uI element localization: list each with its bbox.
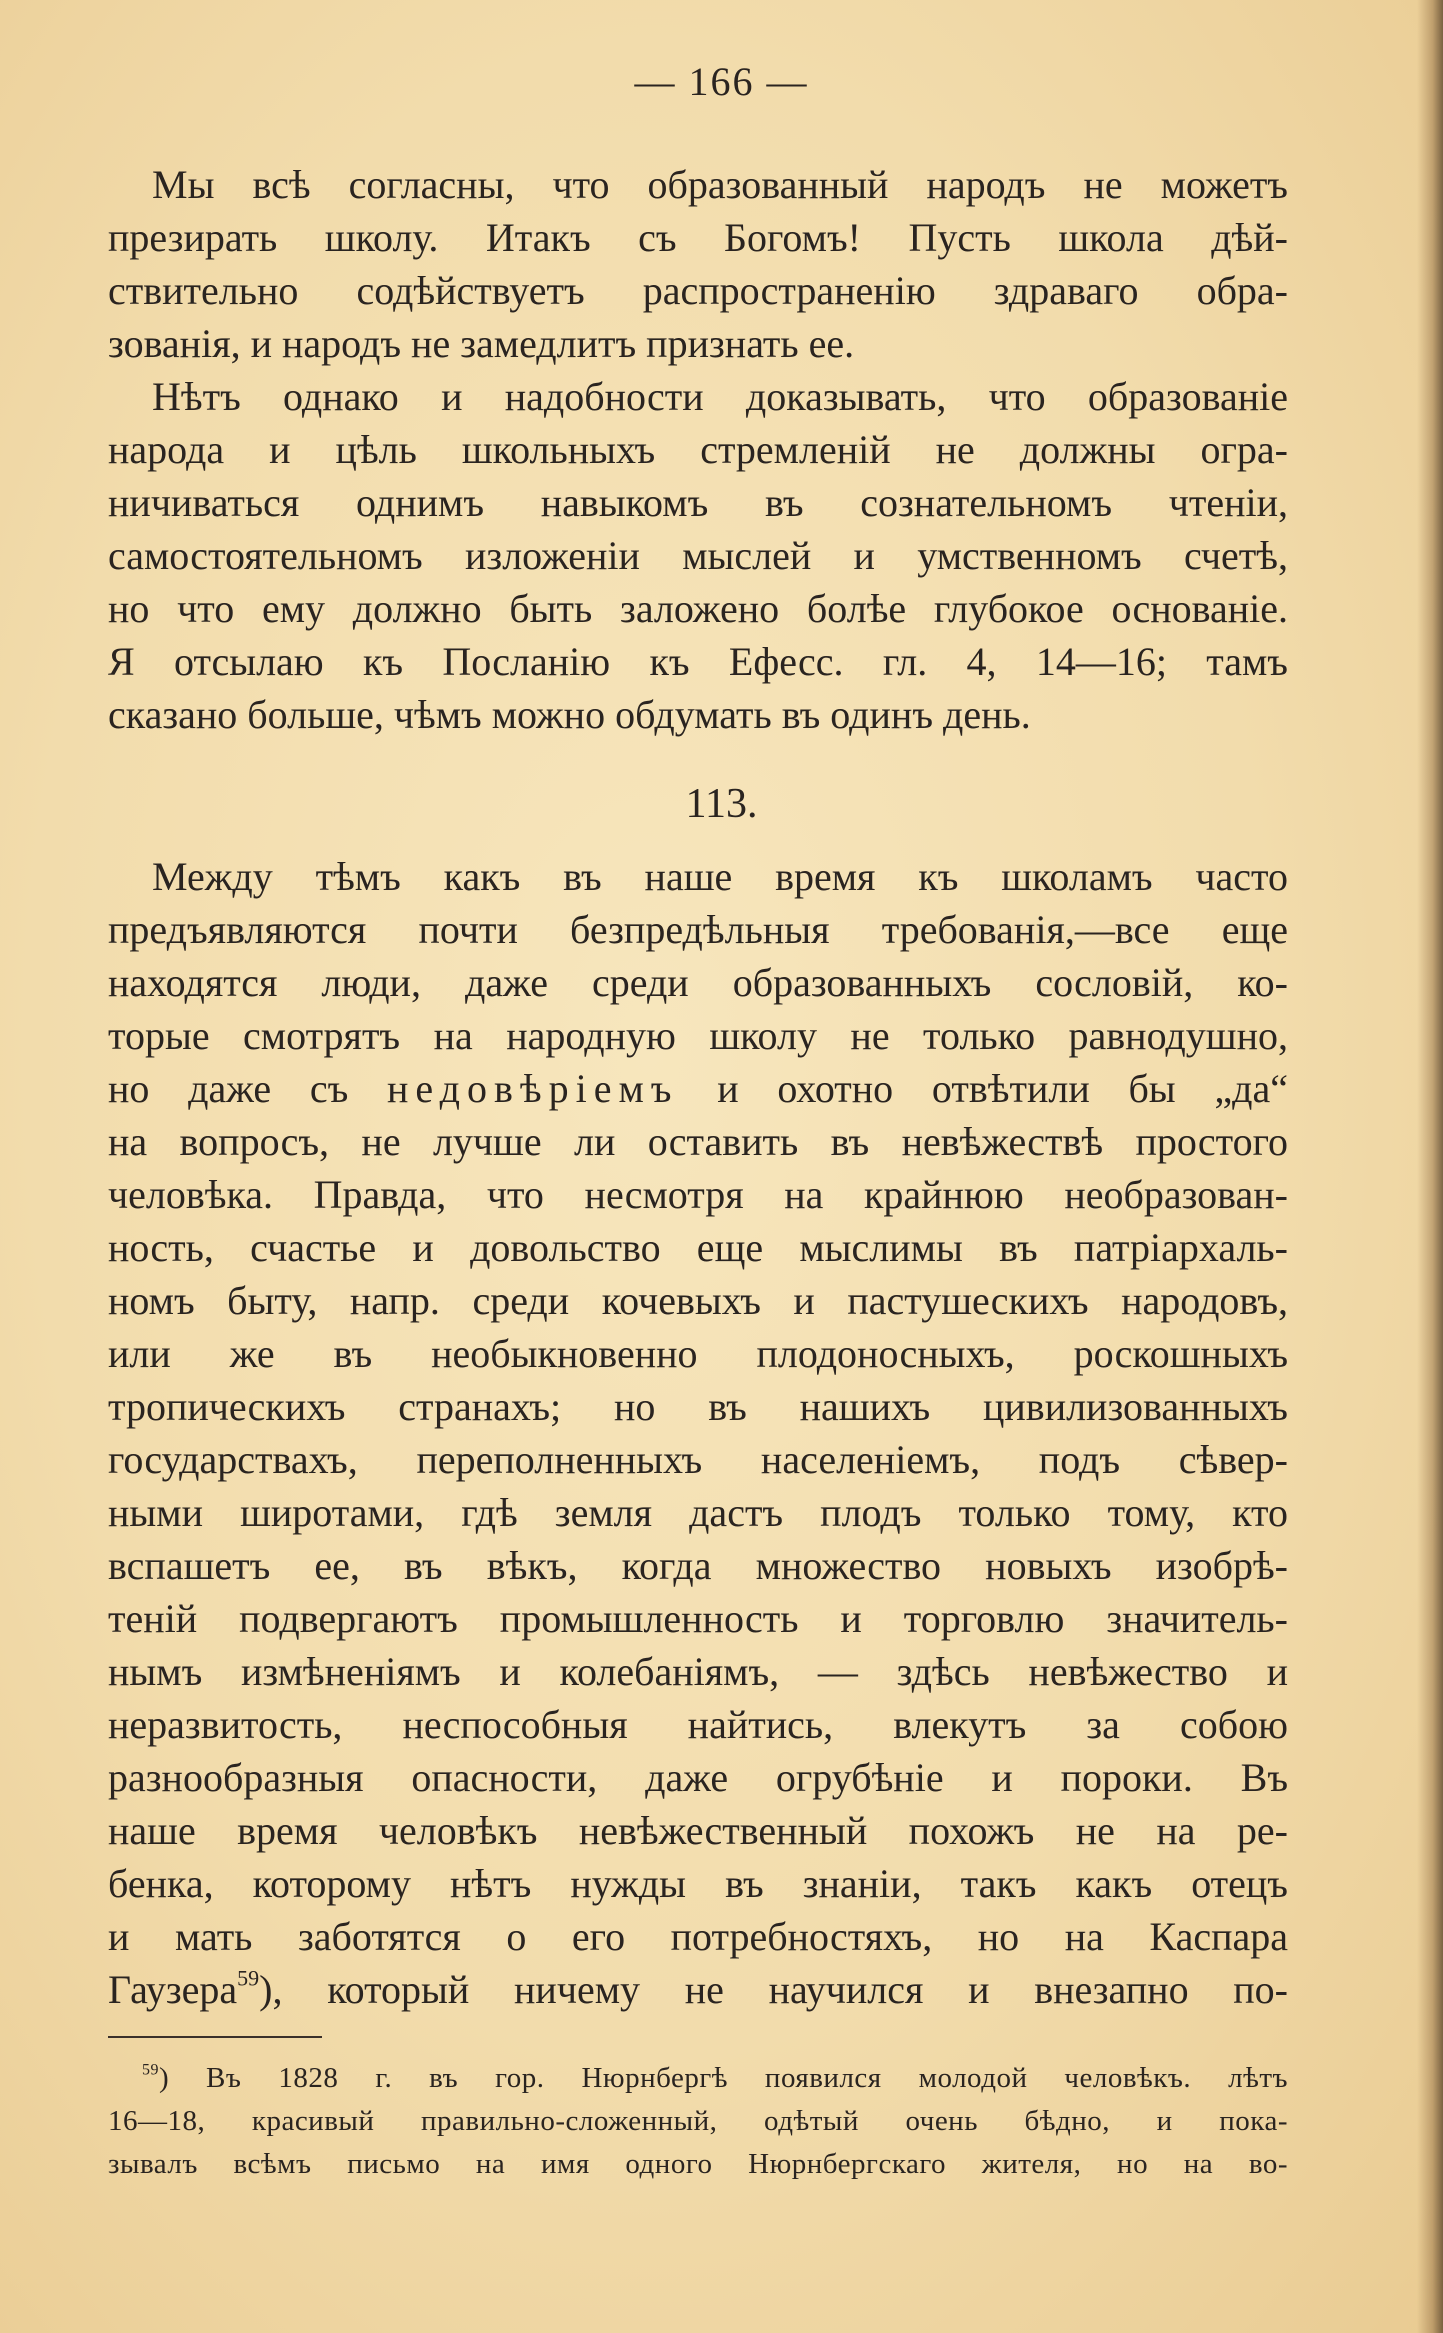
- paragraph-line: [108, 1062, 1288, 1115]
- footnote-marker: 59: [142, 2061, 159, 2079]
- footnote: [108, 2057, 1288, 2186]
- paragraph-line: самостоятельномъ изложеніи мыслей и умственномъ счетѣ,: [108, 533, 1288, 578]
- paragraph-line: Я отсылаю къ Посланію къ Ефесс. гл. 4, 14—16; тамъ: [108, 639, 1288, 684]
- paragraph-line: ничиваться однимъ навыкомъ въ сознательномъ чтеніи,: [108, 480, 1288, 525]
- paragraph-line: ствительно содѣйствуетъ распространенію здраваго обра-: [108, 268, 1288, 313]
- paragraph-line: находятся люди, даже среди образованныхъ сословій, ко-: [108, 960, 1288, 1005]
- paragraph-line: нымъ измѣненіямъ и колебаніямъ, — здѣсь невѣжество и: [108, 1649, 1288, 1694]
- footnote-separator: [108, 2036, 322, 2038]
- page-edge-shadow: [1417, 0, 1443, 2333]
- paragraph-line: наше время человѣкъ невѣжественный похожъ не на ре-: [108, 1808, 1288, 1853]
- footnote-line: [108, 2057, 1288, 2100]
- footnote-text: ) Въ 1828 г. въ гор. Нюрнбергѣ появился молодой человѣкъ. лѣтъ: [158, 2062, 1288, 2094]
- paragraph-line: сказано больше, чѣмъ можно обдумать въ одинъ день.: [108, 692, 1031, 737]
- paragraph-line: тропическихъ странахъ; но въ нашихъ цивилизованныхъ: [108, 1384, 1288, 1429]
- line-part: и охотно отвѣтили бы „да“: [717, 1066, 1289, 1111]
- paragraph-line: торые смотрятъ на народную школу не только равнодушно,: [108, 1013, 1288, 1058]
- paragraph-line: неразвитость, неспособныя найтись, влекутъ за собою: [108, 1702, 1288, 1747]
- line-part: Гаузера: [108, 1967, 238, 2012]
- footnote-line: зывалъ всѣмъ письмо на имя одного Нюрнбергскаго жителя, но на во-: [108, 2148, 1288, 2180]
- paragraph-line: вспашетъ ее, въ вѣкъ, когда множество новыхъ изобрѣ-: [108, 1543, 1288, 1588]
- paragraph-line: разнообразныя опасности, даже огрубѣніе и пороки. Въ: [108, 1755, 1288, 1800]
- paragraph-line: номъ быту, напр. среди кочевыхъ и пастушескихъ народовъ,: [108, 1278, 1288, 1323]
- paragraph-line: государствахъ, переполненныхъ населеніемъ, подъ сѣвер-: [108, 1437, 1288, 1482]
- footnote-reference: 59: [237, 1965, 260, 1991]
- paragraph-line: на вопросъ, не лучше ли оставить въ невѣжествѣ простого: [108, 1119, 1288, 1164]
- paragraph-line: [108, 1963, 1288, 2016]
- paragraph-line: теній подвергаютъ промышленность и торговлю значитель-: [108, 1596, 1288, 1641]
- emphasized-word: недовѣріемъ: [387, 1066, 679, 1111]
- paragraph-line: зованія, и народъ не замедлитъ признать ее.: [108, 321, 855, 366]
- section-number: 113.: [685, 781, 758, 827]
- paragraph-line: предъявляются почти безпредѣльныя требованія,—все еще: [108, 907, 1288, 952]
- paragraph-line: но что ему должно быть заложено болѣе глубокое основаніе.: [108, 586, 1288, 631]
- page-number: — 166 —: [634, 59, 809, 104]
- paragraph-line: Мы всѣ согласны, что образованный народъ не можетъ: [152, 162, 1288, 207]
- paragraph-line: ность, счастье и довольство еще мыслимы въ патріархаль-: [108, 1225, 1288, 1270]
- paragraph-line: Нѣтъ однако и надобности доказывать, что образованіе: [152, 374, 1288, 419]
- line-part: ), который ничему не научился и внезапно по-: [259, 1967, 1288, 2012]
- paragraph-line: народа и цѣль школьныхъ стремленій не должны огра-: [108, 427, 1288, 472]
- text-block-top: [108, 158, 1288, 741]
- paragraph-line: презирать школу. Итакъ съ Богомъ! Пусть школа дѣй-: [108, 215, 1288, 260]
- paragraph-line: Между тѣмъ какъ въ наше время къ школамъ часто: [152, 854, 1288, 899]
- paragraph-line: человѣка. Правда, что несмотря на крайнюю необразован-: [108, 1172, 1288, 1217]
- text-block-main: [108, 850, 1288, 2016]
- paragraph-line: или же въ необыкновенно плодоносныхъ, роскошныхъ: [108, 1331, 1288, 1376]
- paragraph-line: и мать заботятся о его потребностяхъ, но на Каспара: [108, 1914, 1288, 1959]
- line-part: но даже съ: [108, 1066, 349, 1111]
- footnote-line: 16—18, красивый правильно-сложенный, одѣтый очень бѣдно, и пока-: [108, 2105, 1288, 2137]
- paragraph-line: бенка, которому нѣтъ нужды въ знаніи, такъ какъ отецъ: [108, 1861, 1288, 1906]
- paragraph-line: ными широтами, гдѣ земля дастъ плодъ только тому, кто: [108, 1490, 1288, 1535]
